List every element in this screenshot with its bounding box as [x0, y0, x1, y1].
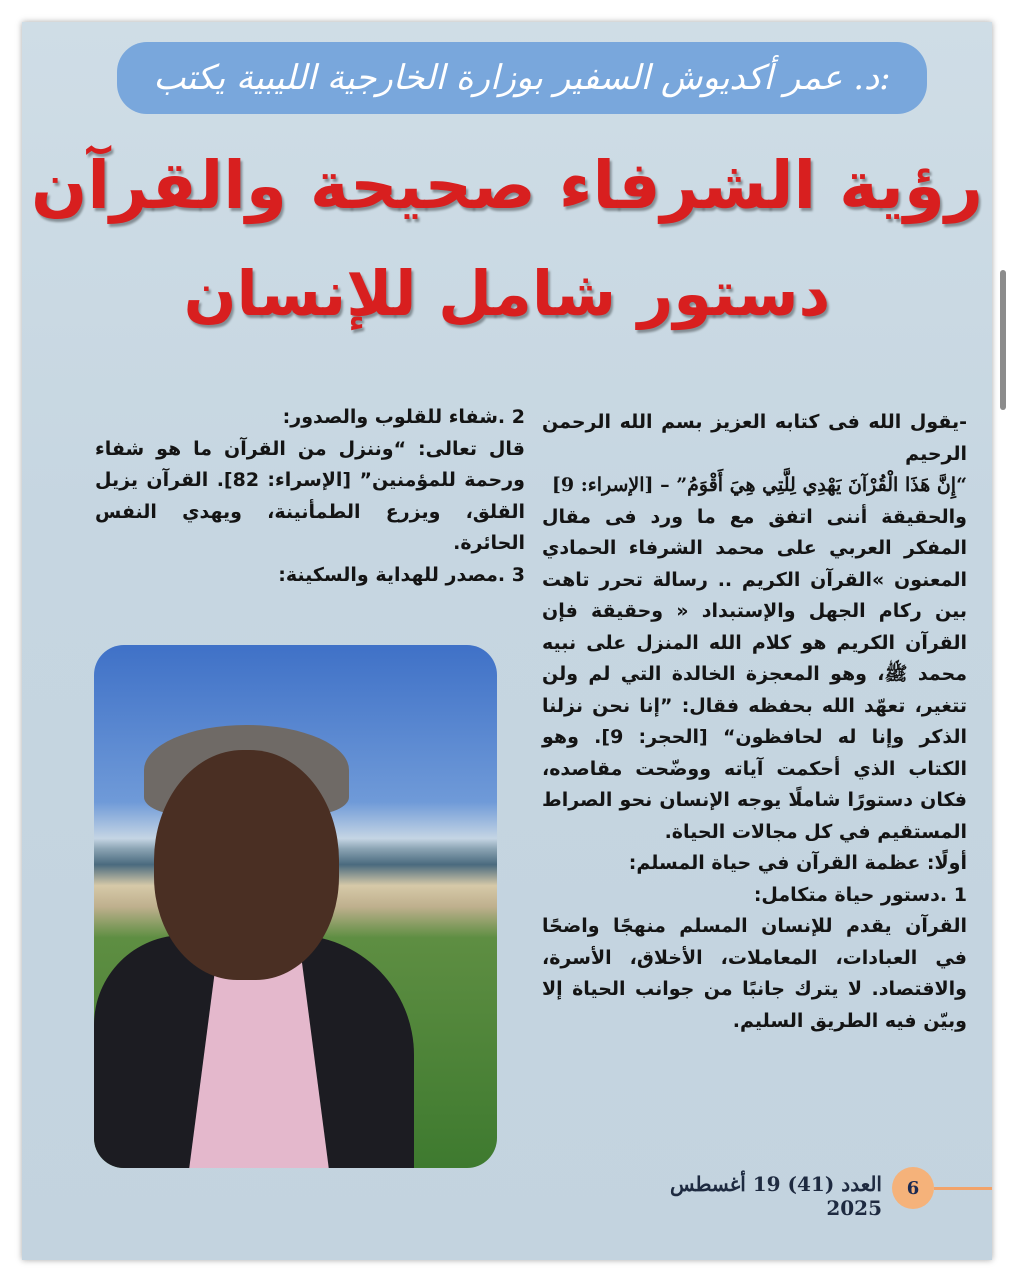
photo-head [154, 750, 339, 980]
author-header [117, 42, 927, 114]
issue-info: العدد (41) 19 أغسطس 2025 [670, 1172, 882, 1220]
footer-rule [934, 1187, 992, 1190]
left-column [95, 402, 525, 591]
subheading-2: 2 .شفاء للقلوب والصدور: [282, 406, 525, 428]
body-paragraph: والحقيقة أننى اتفق مع ما ورد فى مقال المفكر العربي على محمد الشرفاء الحمادي المعنون »القرآن الكريم .. رسالة تحرر تاهت بين ركام الجهل والإستبداد « وحقيقة فإن القرآن الكريم هو كلام الله المنزل على نبيه محمد ﷺ، وهو المعجزة الخالدة التي لم ولن تتغير، تعهّد الله بحفظه فقال: ”إنا نحن نزلنا الذكر وإنا له لحافظون“ [الحجر: 9]. وهو الكتاب الذي أحكمت آياته ووضّحت مقاصده، فكان دستورًا شاملًا يوجه الإنسان نحو الصراط المستقيم في كل مجالات الحياة. [542, 505, 967, 843]
verse-quote: “إِنَّ هَذَا الْقُرْآنَ يَهْدِي لِلَّتِي هِيَ أَقْوَمُ” – [الإسراء: 9] [551, 474, 967, 496]
article-title-line2: دستور شامل للإنسان [183, 257, 831, 330]
body-paragraph-3: قال تعالى: “وننزل من القرآن ما هو شفاء ورحمة للمؤمنين” [الإسراء: 82]. القرآن يزيل القلق، ويزرع الطمأنينة، ويهدي النفس الحائرة. [95, 437, 525, 554]
page-number: 6 [906, 1177, 920, 1199]
section-heading: أولًا: عظمة القرآن في حياة المسلم: [628, 852, 967, 874]
article-title-line1: رؤية الشرفاء صحيحة والقرآن [31, 147, 983, 224]
author-line: د. عمر أكديوش السفير بوزارة الخارجية الليبية يكتب: [153, 58, 891, 98]
subheading-1: 1 .دستور حياة متكامل: [753, 883, 967, 906]
author-photo [94, 645, 497, 1168]
intro-paragraph: -يقول الله فى كتابه العزيز بسم الله الرحمن الرحيم [542, 411, 967, 465]
subheading-3: 3 .مصدر للهداية والسكينة: [278, 563, 525, 586]
page-number-badge [892, 1167, 934, 1209]
scrollbar[interactable] [1000, 270, 1006, 410]
right-column [542, 407, 967, 1037]
body-paragraph-2: القرآن يقدم للإنسان المسلم منهجًا واضحًا في العبادات، المعاملات، الأخلاق، الأسرة، والاقتصاد. لا يترك جانبًا من جوانب الحياة إلا وبيّن فيه الطريق السليم. [542, 915, 967, 1032]
magazine-page [22, 22, 992, 1260]
